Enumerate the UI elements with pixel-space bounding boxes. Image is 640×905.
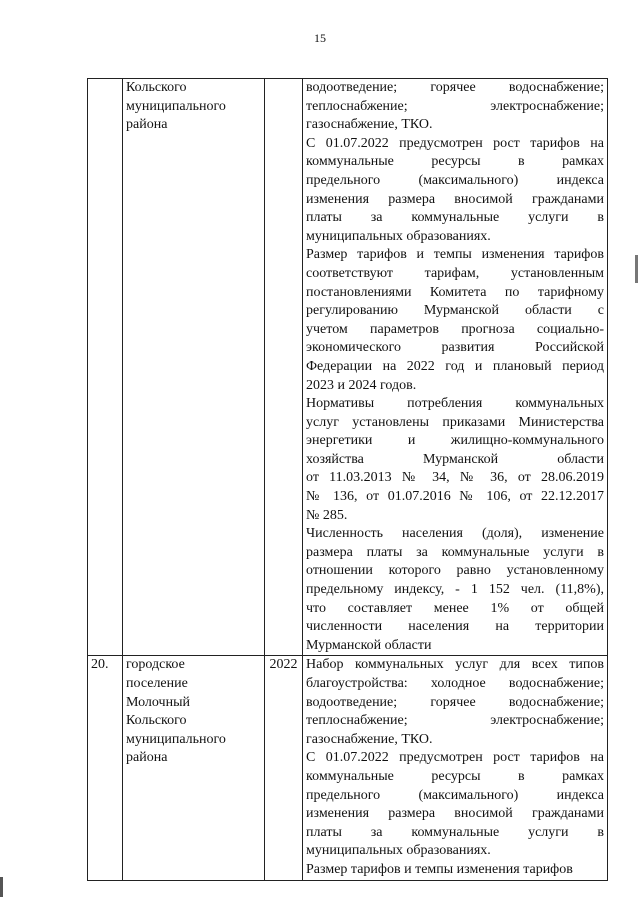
description-line: услуг установлены приказами Министерства: [306, 414, 604, 430]
description-line: энергетики и жилищно-коммунального: [306, 433, 604, 449]
description-line: Федерации на 2022 год и плановый период: [306, 358, 604, 374]
municipality-cell: [123, 656, 265, 880]
description-line: Размер тарифов и темпы изменения тарифов: [306, 247, 604, 263]
description-line: водоотведение; горячее водоснабжение;: [306, 694, 604, 710]
row-number-cell: [88, 79, 123, 656]
description-line: Набор коммунальных услуг для всех типов: [306, 657, 604, 673]
description-line: С 01.07.2022 предусмотрен рост тарифов на: [306, 135, 604, 151]
description-line: предельного (максимального) индекса: [306, 787, 604, 803]
description-line: благоустройства: холодное водоснабжение;: [306, 676, 604, 691]
municipality-name-line: муниципального: [126, 98, 226, 114]
description-line: предельному индексу, - 1 152 чел. (11,8%),: [306, 582, 604, 598]
description-line: № 285.: [306, 507, 348, 523]
description-line: размера платы за коммунальные услуги в: [306, 544, 604, 560]
description-line: Мурманской области: [306, 637, 432, 653]
table-row: [88, 79, 608, 656]
description-line: экономического развития Российской: [306, 340, 604, 356]
municipality-name-line: Молочный: [126, 694, 190, 710]
page-number: 15: [314, 31, 326, 45]
description-line: регулированию Мурманской области с: [306, 303, 604, 319]
year-cell: [265, 79, 303, 656]
description-line: отношении которого равно установленному: [306, 563, 604, 579]
description-line: Численность населения (доля), изменение: [306, 526, 604, 542]
description-line: изменения размера вносимой гражданами: [306, 806, 604, 822]
description-line: С 01.07.2022 предусмотрен рост тарифов на: [306, 750, 604, 766]
municipality-cell: [123, 79, 265, 656]
scan-edge-mark: [635, 255, 638, 283]
description-line: соответствуют тарифам, установленным: [306, 265, 604, 281]
description-line: газоснабжение, ТКО.: [306, 731, 433, 747]
description-line: численности населения на территории: [306, 619, 604, 635]
description-line: коммунальные ресурсы в рамках: [306, 768, 604, 784]
row-number-cell: 20.: [88, 656, 123, 880]
description-line: коммунальные ресурсы в рамках: [306, 154, 604, 170]
description-line: Нормативы потребления коммунальных: [306, 396, 604, 412]
description-line: учетом параметров прогноза социально-: [306, 321, 604, 337]
description-line: что составляет менее 1% от общей: [306, 600, 604, 616]
tariff-table: [87, 78, 608, 881]
municipality-name-line: района: [126, 750, 168, 766]
description-line: газоснабжение, ТКО.: [306, 117, 433, 133]
municipality-name-line: муниципального: [126, 731, 226, 747]
description-line: № 136, от 01.07.2016 № 106, от 22.12.2017: [306, 489, 604, 505]
description-line: постановлениями Комитета по тарифному: [306, 284, 604, 300]
description-line: водоотведение; горячее водоснабжение;: [306, 80, 604, 95]
municipality-name-line: городское: [126, 657, 185, 673]
year-cell: 2022: [265, 656, 303, 880]
municipality-name-line: Кольского: [126, 80, 187, 95]
description-line: Размер тарифов и темпы изменения тарифов: [306, 861, 573, 877]
table-row: [88, 656, 608, 880]
description-line: теплоснабжение; электроснабжение;: [306, 713, 604, 729]
description-line: платы за коммунальные услуги в: [306, 210, 604, 226]
description-line: от 11.03.2013 № 34, № 36, от 28.06.2019: [306, 470, 604, 486]
description-cell: [303, 656, 608, 880]
description-line: муниципальных образованиях.: [306, 843, 491, 859]
description-line: теплоснабжение; электроснабжение;: [306, 98, 604, 114]
description-line: хозяйства Мурманской области: [306, 451, 604, 467]
municipality-name-line: поселение: [126, 676, 188, 691]
description-line: изменения размера вносимой гражданами: [306, 191, 604, 207]
description-line: 2023 и 2024 годов.: [306, 377, 417, 393]
description-line: платы за коммунальные услуги в: [306, 824, 604, 840]
scan-edge-mark: [0, 877, 3, 897]
description-cell: [303, 79, 608, 656]
description-line: предельного (максимального) индекса: [306, 172, 604, 188]
description-line: муниципальных образованиях.: [306, 228, 491, 244]
municipality-name-line: района: [126, 117, 168, 133]
municipality-name-line: Кольского: [126, 713, 187, 729]
